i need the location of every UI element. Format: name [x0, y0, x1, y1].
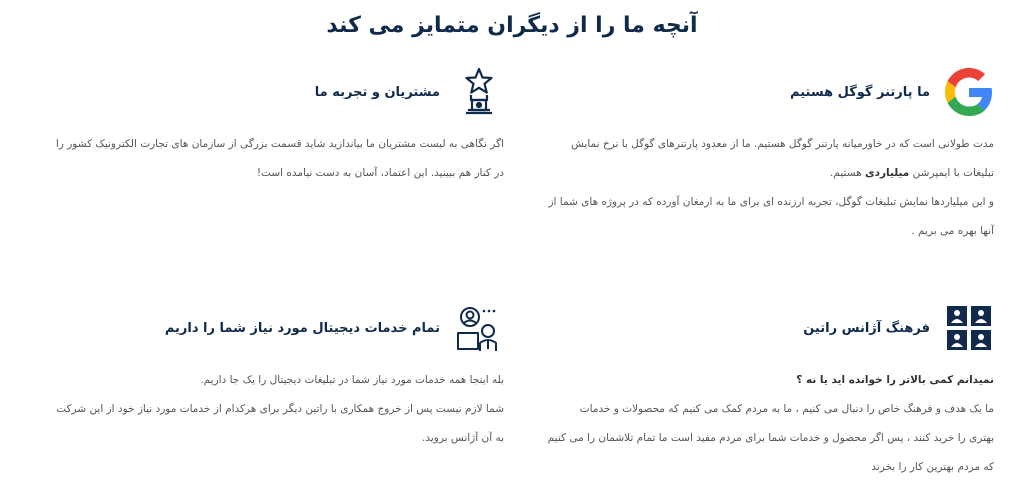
paragraph: اگر نگاهی به لیست مشتریان ما بیاندازید شاید قسمت بزرگی از سازمان های تجارت الکترونیک کشور را — [55, 138, 504, 150]
card-body — [524, 130, 994, 246]
paragraph: بله اینجا همه خدمات مورد نیاز شما در تبلیغات دیجیتال را یک جا داریم. — [200, 374, 504, 386]
team-grid-icon — [944, 303, 994, 353]
highlight-text: میلیاردی — [864, 167, 910, 179]
card-header — [524, 62, 994, 122]
card-header — [524, 298, 994, 358]
paragraph — [524, 159, 994, 188]
card-body — [524, 366, 994, 482]
card-body — [34, 366, 504, 453]
paragraph-lead: نمیدانم کمی بالاتر را خوانده اید یا نه ؟ — [796, 374, 994, 386]
star-trophy-icon — [454, 67, 504, 117]
card-title: تمام خدمات دیجیتال مورد نیاز شما را داریم — [164, 320, 440, 336]
card-title: مشتریان و تجربه ما — [314, 84, 440, 100]
paragraph: مدت طولانی است که در خاورمیانه پارتنر گوگل هستیم. ما از معدود پارتنرهای گوگل با نرخ نمایش — [571, 138, 994, 150]
card-title: فرهنگ آژانس راتین — [803, 320, 930, 336]
card-google-partner — [524, 62, 994, 246]
card-customers — [34, 62, 504, 188]
paragraph: و این میلیاردها نمایش تبلیغات گوگل، تجربه ارزنده ای برای ما به ارمغان آورده که در پروژه های شما از — [548, 196, 994, 208]
page-title: آنچه ما را از دیگران متمایز می کند — [326, 13, 698, 38]
card-services — [34, 298, 504, 453]
paragraph: بهتری را خرید کنند ، پس اگر محصول و خدمات شما برای مردم مفید است ما تمام تلاشمان را می کنیم — [547, 432, 994, 444]
card-culture — [524, 298, 994, 482]
paragraph: در کنار هم ببینید. این اعتماد، آسان به دست نیامده است! — [256, 167, 504, 179]
paragraph: به آن آژانس بروید. — [422, 432, 504, 444]
paragraph: آنها بهره می بریم . — [911, 225, 994, 237]
team-users-icon — [454, 303, 504, 353]
card-header — [34, 298, 504, 358]
google-logo-icon — [944, 67, 994, 117]
paragraph: که مردم بهترین کار را بخرند — [871, 461, 994, 473]
text-span: هستیم. — [830, 167, 865, 179]
paragraph: شما لازم نیست پس از خروج همکاری با راتین دیگر برای هرکدام از خدمات مورد نیاز خود از این شرکت — [56, 403, 504, 415]
text-span: تبلیغات با ایمپرشن — [909, 167, 994, 179]
card-body — [34, 130, 504, 188]
card-title: ما پارتنر گوگل هستیم — [790, 84, 930, 100]
paragraph: ما یک هدف و فرهنگ خاص را دنبال می کنیم ، ما به مردم کمک می کنیم که محصولات و خدمات — [579, 403, 994, 415]
card-header — [34, 62, 504, 122]
